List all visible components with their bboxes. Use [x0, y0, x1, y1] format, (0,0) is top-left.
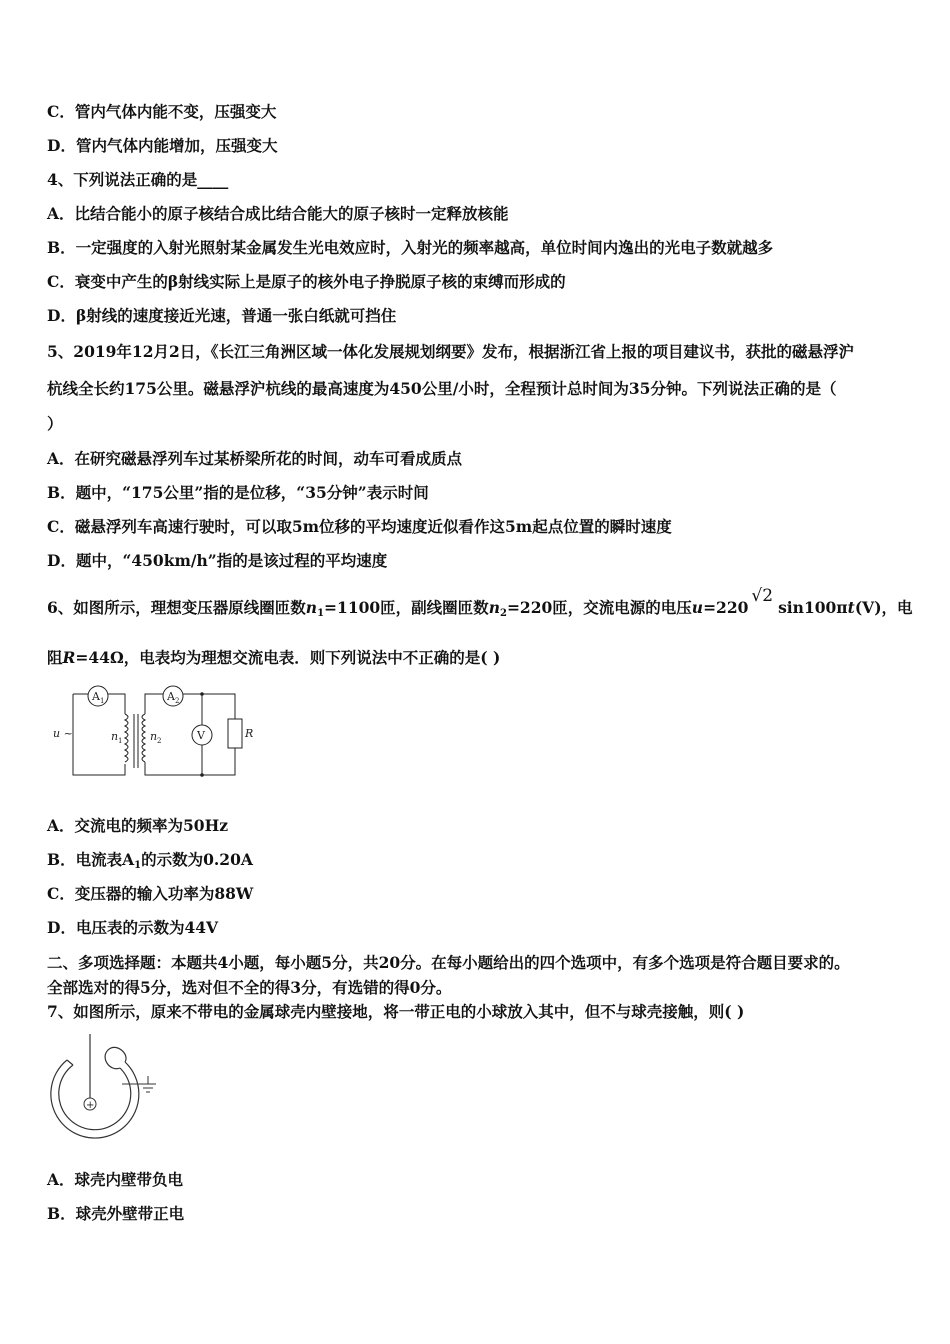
q6-option-a: A．交流电的频率为50Hz [47, 816, 229, 835]
q6-R-symbol: R [62, 648, 76, 667]
q3-option-d: D．管内气体内能增加，压强变大 [47, 136, 278, 155]
q3-option-c: C．管内气体内能不变，压强变大 [47, 102, 277, 121]
q5-stem-line1: 5、2019年12月2日，《长江三角洲区域一体化发展规划纲要》发布，根据浙江省上报的项目建议书，获批的磁悬浮沪 [47, 342, 855, 361]
q4-option-b: B．一定强度的入射光照射某金属发生光电效应时，入射光的频率越高，单位时间内逸出的光电子数就越多 [47, 238, 774, 257]
fig-ammeter2-sub: 2 [175, 697, 180, 705]
q6-option-d: D．电压表的示数为44V [47, 918, 219, 937]
q4-stem: 4、下列说法正确的是____ [47, 170, 229, 189]
q6-line2-part1: 阻 [47, 648, 63, 667]
section2-heading-line1: 二、多项选择题：本题共4小题，每小题5分，共20分。在每小题给出的四个选项中，有多个选项是符合题目要求的。 [47, 953, 850, 972]
q6-text-part3: =220匝，交流电源的电压 [506, 598, 692, 617]
q6-option-b-subscript: 1 [134, 860, 142, 871]
transformer-circuit-figure [45, 684, 275, 784]
q6-text-part6: (V)，电 [854, 598, 913, 617]
q5-stem-line2: 杭线全长约175公里。磁悬浮沪杭线的最高速度为450公里/小时，全程预计总时间为35分钟。下列说法正确的是（ [47, 379, 837, 398]
q6-line2-part2: =44Ω，电表均为理想交流电表．则下列说法中不正确的是( ) [75, 648, 501, 667]
q6-sqrt2: √2 [751, 586, 774, 606]
q6-t-symbol: t [847, 598, 855, 617]
q5-option-c: C．磁悬浮列车高速行驶时，可以取5m位移的平均速度近似看作这5m起点位置的瞬时速度 [47, 517, 672, 536]
fig-resistor-label: R [245, 727, 254, 740]
q5-option-d: D．题中，“450km/h”指的是该过程的平均速度 [47, 551, 388, 570]
section2-heading-line2: 全部选对的得5分，选对但不全的得3分，有选错的得0分。 [47, 978, 452, 997]
charged-shell-figure [40, 1032, 170, 1152]
q6-n1-symbol: n [305, 598, 318, 617]
q7-option-a: A．球壳内壁带负电 [47, 1170, 184, 1189]
fig-voltmeter-label: V [197, 729, 205, 742]
q6-option-b-part2: 的示数为0.20A [141, 850, 253, 869]
q6-stem-line2 [47, 648, 500, 668]
q5-option-a: A．在研究磁悬浮列车过某桥梁所花的时间，动车可看成质点 [47, 449, 463, 468]
fig-n1-label: n [111, 730, 119, 743]
fig-ammeter2-label: A [167, 690, 175, 703]
fig-positive-charge: + [86, 1100, 95, 1111]
q4-option-d: D．β射线的速度接近光速，普通一张白纸就可挡住 [47, 306, 397, 325]
q6-u-symbol: u [691, 598, 704, 617]
q6-option-b [47, 850, 253, 876]
q7-stem: 7、如图所示，原来不带电的金属球壳内壁接地，将一带正电的小球放入其中，但不与球壳接触，则( ) [47, 1002, 745, 1021]
q5-option-b: B．题中，“175公里”指的是位移，“35分钟”表示时间 [47, 483, 429, 502]
q4-option-a: A．比结合能小的原子核结合成比结合能大的原子核时一定释放核能 [47, 204, 509, 223]
q6-n1-subscript: 1 [317, 608, 325, 619]
q5-stem-line3: ） [47, 414, 63, 433]
fig-ammeter1-label: A [92, 690, 100, 703]
fig-ammeter1-sub: 1 [100, 697, 105, 705]
q6-text-part1: 6、如图所示，理想变压器原线圈匝数 [47, 598, 306, 617]
q6-n2-subscript: 2 [499, 608, 507, 619]
q7-option-b: B．球壳外壁带正电 [47, 1204, 185, 1223]
q6-stem-line1 [47, 586, 913, 624]
q6-text-part2: =1100匝，副线圈匝数 [324, 598, 489, 617]
q6-option-c: C．变压器的输入功率为88W [47, 884, 254, 903]
fig-source-label: u ~ [53, 727, 73, 740]
q6-text-part5: sin100π [778, 598, 848, 617]
q6-option-b-part1: B．电流表A [47, 850, 135, 869]
fig-n2-label: n [150, 730, 158, 743]
q6-text-part4: =220 [703, 598, 749, 617]
q4-option-c: C．衰变中产生的β射线实际上是原子的核外电子挣脱原子核的束缚而形成的 [47, 272, 566, 291]
fig-n1-sub: 1 [118, 737, 123, 745]
q6-n2-symbol: n [488, 598, 500, 617]
fig-n2-sub: 2 [157, 737, 162, 745]
